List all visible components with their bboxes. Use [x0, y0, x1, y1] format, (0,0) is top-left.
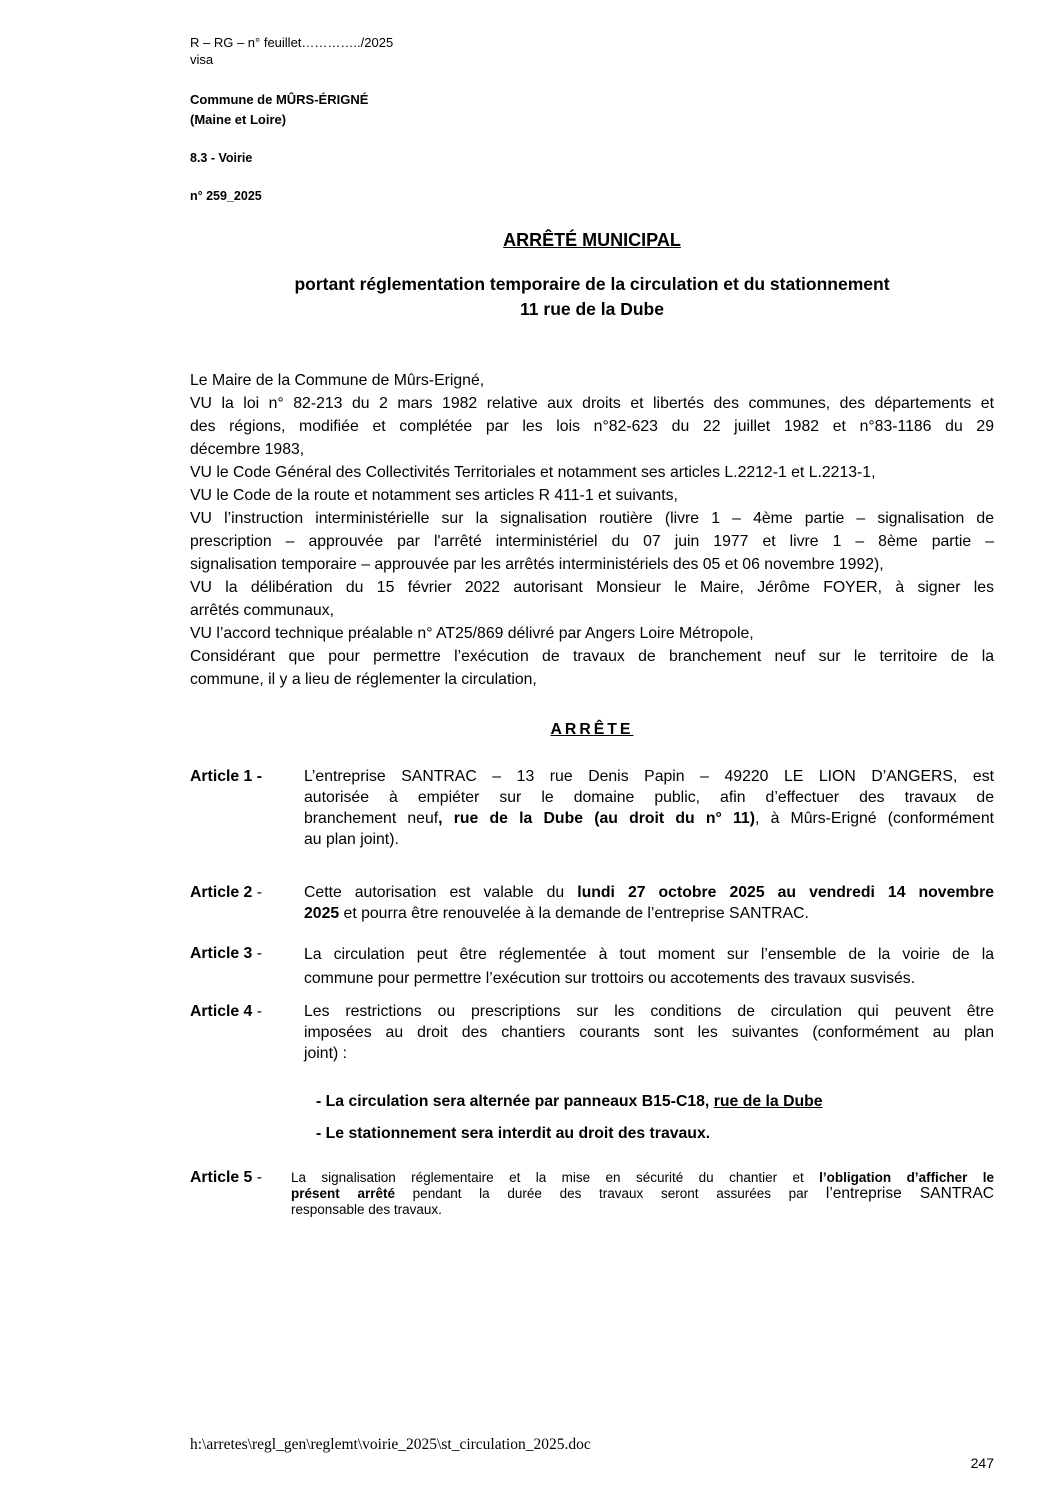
article-1-text — [304, 766, 994, 850]
preamble-line: Le Maire de la Commune de Mûrs-Erigné, — [190, 372, 485, 389]
bullet-street-name: rue de la Dube — [713, 1093, 823, 1110]
page-title: ARRÊTÉ MUNICIPAL — [503, 230, 681, 250]
preamble-line: VU le Code Général des Collectivités Territoriales et notamment ses articles L.2212-1 et L.2213-1, — [190, 464, 876, 481]
article-line: au plan joint). — [304, 831, 399, 848]
category-label: 8.3 - Voirie — [190, 151, 253, 165]
arrete-heading: ARRÊTE — [550, 721, 634, 738]
page-number: 247 — [970, 1455, 994, 1471]
article-bold-segment: présent arrêté — [291, 1186, 395, 1201]
preamble-line: des régions, modifiée et complétée par les lois n°82-623 du 22 juillet 1982 et n°83-1186 du 29 — [190, 418, 994, 435]
subtitle-line-2: 11 rue de la Dube — [520, 299, 664, 319]
article-line — [304, 903, 994, 924]
article-line: autorisée à empiéter sur le domaine public, afin d’effectuer des travaux de — [304, 789, 994, 806]
article-bold-segment: lundi 27 octobre 2025 au vendredi 14 novembre — [577, 884, 995, 901]
article-label-dash: - — [252, 1169, 262, 1186]
article-line: Les restrictions ou prescriptions sur les conditions de circulation qui peuvent être — [304, 1003, 994, 1020]
article-4-label — [190, 1001, 262, 1022]
article-1-label: Article 1 - — [190, 768, 262, 785]
article-line: responsable des travaux. — [291, 1202, 442, 1217]
article-2-text — [304, 882, 994, 924]
decree-number: n° 259_2025 — [190, 189, 262, 203]
bullet-stationnement: - Le stationnement sera interdit au droit des travaux. — [316, 1125, 711, 1142]
article-2-label — [190, 882, 262, 903]
preamble-line: VU la délibération du 15 février 2022 autorisant Monsieur le Maire, Jérôme FOYER, à signer les — [190, 579, 994, 596]
preamble — [190, 369, 994, 691]
preamble-line: Considérant que pour permettre l’exécution de travaux de branchement neuf sur le territoire de la — [190, 648, 994, 665]
article-label-dash: - — [252, 945, 262, 962]
subtitle — [190, 272, 994, 322]
preamble-line: commune, il y a lieu de réglementer la circulation, — [190, 671, 537, 688]
article-text-segment: pendant la durée des travaux seront assurées par — [394, 1186, 826, 1201]
bullet-text: - La circulation sera alternée par panneaux B15-C18, — [316, 1093, 714, 1110]
article-line — [304, 882, 994, 903]
article-text-segment: et pourra être renouvelée à la demande de l’entreprise SANTRAC. — [339, 905, 809, 922]
preamble-line: VU la loi n° 82-213 du 2 mars 1982 relative aux droits et libertés des communes, des départements et — [190, 395, 994, 412]
article-text-segment: La signalisation réglementaire et la mise en sécurité du chantier et — [291, 1170, 820, 1185]
commune-name: Commune de MÛRS-ÉRIGNÉ — [190, 92, 369, 107]
article-text-segment: branchement neuf — [304, 810, 439, 827]
department-name: (Maine et Loire) — [190, 112, 287, 127]
subtitle-line-1: portant réglementation temporaire de la circulation et du stationnement — [294, 274, 890, 294]
article-line: La circulation peut être réglementée à tout moment sur l’ensemble de la voirie de la — [304, 946, 994, 963]
article-5-label — [190, 1167, 262, 1188]
article-line — [291, 1170, 994, 1186]
article-4-text — [304, 1001, 994, 1064]
article-text-segment: , à Mûrs-Erigné (conformément — [754, 810, 994, 827]
article-5-text — [291, 1170, 994, 1218]
article-bold-segment: l’obligation d’afficher le — [819, 1170, 994, 1185]
article-text-segment: l’entreprise SANTRAC — [825, 1185, 994, 1202]
preamble-line: signalisation temporaire – approuvée par les arrêtés interministériels des 05 et 06 novembre 1992), — [190, 556, 884, 573]
article-3-label — [190, 943, 262, 964]
article-text-segment: Cette autorisation est valable du — [304, 884, 578, 901]
preamble-line: prescription – approuvée par l'arrêté interministériel du 07 juin 1977 et livre 1 – 8ème partie – — [190, 533, 994, 550]
article-line: commune pour permettre l’exécution sur trottoirs ou accotements des travaux susvisés. — [304, 970, 916, 987]
visa-label: visa — [190, 52, 214, 67]
bullet-circulation — [316, 1093, 823, 1111]
article-line — [291, 1186, 994, 1202]
preamble-line: VU l’instruction interministérielle sur la signalisation routière (livre 1 – 4ème partie – signalisation de — [190, 510, 994, 527]
article-line — [304, 808, 994, 829]
preamble-line: VU l’accord technique préalable n° AT25/869 délivré par Angers Loire Métropole, — [190, 625, 754, 642]
reference-line: R – RG – n° feuillet…………../2025 — [190, 35, 394, 50]
article-label-dash: - — [252, 1003, 262, 1020]
article-label-dash: - — [252, 884, 262, 901]
preamble-line: arrêtés communaux, — [190, 602, 334, 619]
article-bold-segment: 2025 — [304, 905, 340, 922]
article-line: imposées au droit des chantiers courants sont les suivantes (conformément au plan — [304, 1024, 994, 1041]
article-label-text: Article 3 — [190, 945, 253, 962]
article-line: joint) : — [304, 1045, 348, 1062]
article-bold-segment: , rue de la Dube (au droit du n° 11) — [438, 810, 755, 827]
article-3-text — [304, 943, 994, 991]
preamble-line: décembre 1983, — [190, 441, 305, 458]
article-line: L’entreprise SANTRAC – 13 rue Denis Papin – 49220 LE LION D’ANGERS, est — [304, 768, 994, 785]
article-label-text: Article 4 — [190, 1003, 253, 1020]
preamble-line: VU le Code de la route et notamment ses articles R 411-1 et suivants, — [190, 487, 678, 504]
article-label-text: Article 5 — [190, 1169, 253, 1186]
article-label-text: Article 2 — [190, 884, 253, 901]
file-path: h:\arretes\regl_gen\reglemt\voirie_2025\st_circulation_2025.doc — [190, 1436, 591, 1453]
